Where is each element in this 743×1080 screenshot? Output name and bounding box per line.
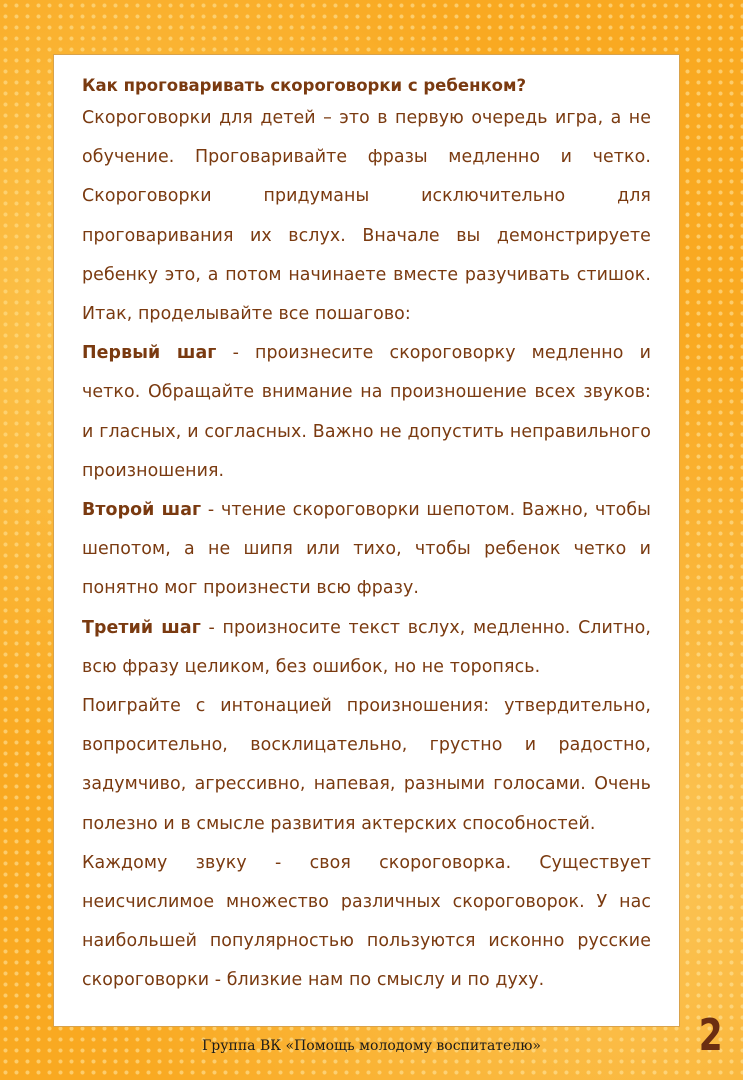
intonation-paragraph: Поиграйте с интонацией произношения: утвердительно, вопросительно, восклицательно, грустно и радостно, задумчиво, агрессивно, напевая, разными голосами. Очень полезно и в смысле развития актерских способностей. [82,696,651,834]
step-three-label: Третий шаг [82,617,201,638]
footer-caption: Группа ВК «Помощь молодому воспитателю» [202,1038,541,1054]
step-three-paragraph [82,609,651,687]
page-number: 2 [699,1010,723,1061]
step-two-label: Второй шаг [82,500,202,521]
step-one-label: Первый шаг [82,343,217,364]
step-two-text: - чтение скороговорки шепотом. Важно, чтобы шепотом, а не шипя или тихо, чтобы ребенок четко и понятно мог произнести всю фразу. [82,500,651,599]
content-card [53,54,680,1027]
page-heading: Как проговаривать скороговорки с ребенком? [82,76,527,95]
step-one-text: - произнесите скороговорку медленно и четко. Обращайте внимание на произношение всех звуков: и гласных, и согласных. Важно не допустить неправильного произношения. [82,343,651,481]
closing-paragraph: Каждому звуку - своя скороговорка. Существует неисчислимое множество различных скороговорок. У нас наибольшей популярностью пользуются исконно русские скороговорки - близкие нам по смыслу и по духу. [82,852,651,991]
step-three-text: - произносите текст вслух, медленно. Слитно, всю фразу целиком, без ошибок, но не торопясь. [82,617,651,677]
step-two-paragraph [82,491,651,609]
intro-paragraph: Скороговорки для детей – это в первую очередь игра, а не обучение. Проговаривайте фразы медленно и четко. Скороговорки придуманы исключительно для проговаривания их вслух. Вначале вы демонстрируете ребенку это, а потом начинаете вместе разучивать стишок. Итак, проделывайте все пошагово: [82,108,651,325]
step-one-paragraph [82,334,651,491]
